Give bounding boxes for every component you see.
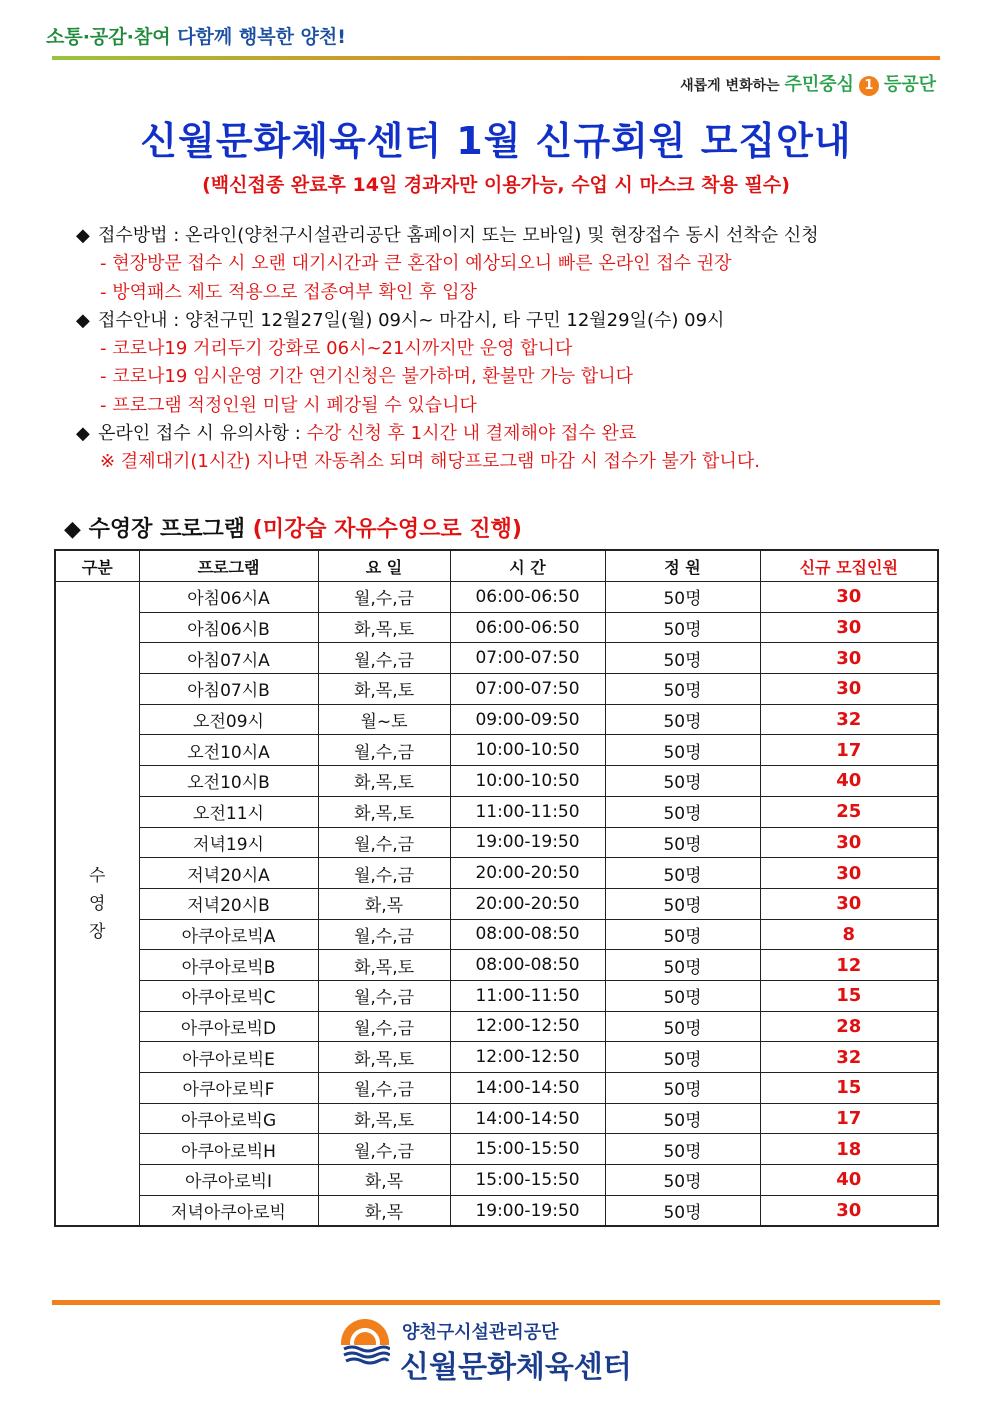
time-cell: 20:00-20:50 [450,858,605,889]
capacity-cell: 50명 [605,1042,760,1073]
footer-org-name: 양천구시설관리공단 [402,1322,559,1343]
time-cell: 12:00-12:50 [450,1011,605,1042]
header-program: 프로그램 [139,550,318,582]
new-count-cell: 8 [760,919,938,950]
table-row [55,888,938,919]
program-cell: 아침07시A [139,643,318,674]
program-cell: 아쿠아로빅H [139,1134,318,1165]
header-days: 요 일 [318,550,450,582]
header-time: 시 간 [450,550,605,582]
days-cell: 월,수,금 [318,827,450,858]
table-row [55,1073,938,1104]
days-cell: 월,수,금 [318,1134,450,1165]
header-divider [52,56,940,60]
program-cell: 아쿠아로빅D [139,1011,318,1042]
page-subtitle: (백신접종 완료후 14일 경과자만 이용가능, 수업 시 마스크 착용 필수) [202,174,790,196]
tagline [680,70,936,96]
capacity-cell: 50명 [605,1195,760,1226]
table-row [55,766,938,797]
table-row [55,827,938,858]
info-text-8a: 온라인 접수 시 유의사항 : [98,423,307,445]
time-cell: 07:00-07:50 [450,643,605,674]
new-count-cell: 28 [760,1011,938,1042]
capacity-cell: 50명 [605,643,760,674]
table-row [55,1195,938,1226]
time-cell: 19:00-19:50 [450,827,605,858]
table-row [55,1103,938,1134]
info-line-3: - 방역패스 제도 적용으로 접종여부 확인 후 입장 [100,281,477,303]
time-cell: 11:00-11:50 [450,980,605,1011]
days-cell: 월,수,금 [318,1011,450,1042]
new-count-cell: 30 [760,674,938,705]
table-row [55,796,938,827]
days-cell: 화,목,토 [318,612,450,643]
info-line-8 [76,420,946,448]
new-count-cell: 30 [760,888,938,919]
days-cell: 화,목,토 [318,674,450,705]
section-note: (미강습 자유수영으로 진행) [252,517,522,542]
new-count-cell: 30 [760,827,938,858]
footer-center-name: 신월문화체육센터 [400,1350,632,1385]
category-char: 수 [89,865,106,886]
capacity-cell: 50명 [605,1134,760,1165]
capacity-cell: 50명 [605,1011,760,1042]
info-line-4 [76,307,946,335]
program-cell: 아쿠아로빅B [139,950,318,981]
table-row [55,1042,938,1073]
time-cell: 08:00-08:50 [450,919,605,950]
category-char: 영 [89,893,106,914]
time-cell: 14:00-14:50 [450,1073,605,1104]
header-capacity: 정 원 [605,550,760,582]
time-cell: 06:00-06:50 [450,612,605,643]
days-cell: 화,목,토 [318,1042,450,1073]
section-title-text: 수영장 프로그램 [88,517,253,542]
header-category: 구분 [55,550,139,582]
header-new-count: 신규 모집인원 [760,550,938,582]
program-cell: 저녁20시B [139,888,318,919]
category-cell [55,582,139,1227]
days-cell: 화,목 [318,1195,450,1226]
program-cell: 아쿠아로빅I [139,1165,318,1196]
info-line-1 [76,222,946,250]
new-count-cell: 32 [760,704,938,735]
days-cell: 월,수,금 [318,980,450,1011]
capacity-cell: 50명 [605,674,760,705]
time-cell: 12:00-12:50 [450,1042,605,1073]
program-cell: 오전10시B [139,766,318,797]
new-count-cell: 30 [760,643,938,674]
info-line-9: ※ 결제대기(1시간) 지나면 자동취소 되며 해당프로그램 마감 시 접수가 불가 합니다. [100,451,760,473]
time-cell: 08:00-08:50 [450,950,605,981]
time-cell: 19:00-19:50 [450,1195,605,1226]
page-title: 신월문화체육센터 1월 신규회원 모집안내 [140,119,852,163]
days-cell: 화,목 [318,888,450,919]
new-count-cell: 17 [760,1103,938,1134]
new-count-cell: 15 [760,1073,938,1104]
program-cell: 아쿠아로빅A [139,919,318,950]
slogan [46,22,346,49]
info-text-4: 접수안내 : 양천구민 12월27일(월) 09시~ 마감시, 타 구민 12월29일(수) 09시 [98,309,725,331]
info-text-1: 접수방법 : 온라인(양천구시설관리공단 홈페이지 또는 모바일) 및 현장접수 동시 선착순 신청 [98,225,819,246]
capacity-cell: 50명 [605,858,760,889]
new-count-cell: 30 [760,612,938,643]
days-cell: 월~토 [318,704,450,735]
capacity-cell: 50명 [605,950,760,981]
category-char: 장 [89,921,106,942]
days-cell: 월,수,금 [318,735,450,766]
capacity-cell: 50명 [605,612,760,643]
table-row [55,858,938,889]
table-row [55,1134,938,1165]
new-count-cell: 25 [760,796,938,827]
capacity-cell: 50명 [605,796,760,827]
days-cell: 월,수,금 [318,858,450,889]
diamond-bullet-icon: ◆ [76,423,90,445]
capacity-cell: 50명 [605,766,760,797]
capacity-cell: 50명 [605,827,760,858]
info-line-6: - 코로나19 임시운영 기간 연기신청은 불가하며, 환불만 가능 합니다 [100,366,633,388]
info-line-5: - 코로나19 거리두기 강화로 06시~21시까지만 운영 합니다 [100,338,573,360]
program-cell: 아쿠아로빅C [139,980,318,1011]
new-count-cell: 40 [760,766,938,797]
time-cell: 14:00-14:50 [450,1103,605,1134]
time-cell: 11:00-11:50 [450,796,605,827]
table-row [55,704,938,735]
new-count-cell: 30 [760,1195,938,1226]
program-cell: 오전11시 [139,796,318,827]
table-row [55,612,938,643]
table-row [55,950,938,981]
footer-divider [52,1300,940,1305]
days-cell: 화,목 [318,1165,450,1196]
info-line-2: - 현장방문 접수 시 오랜 대기시간과 큰 혼잡이 예상되오니 빠른 온라인 접수 권장 [100,253,732,275]
capacity-cell: 50명 [605,1103,760,1134]
new-count-cell: 32 [760,1042,938,1073]
program-cell: 오전09시 [139,704,318,735]
days-cell: 월,수,금 [318,582,450,613]
new-count-cell: 17 [760,735,938,766]
program-cell: 아쿠아로빅G [139,1103,318,1134]
time-cell: 15:00-15:50 [450,1134,605,1165]
tagline-part-b: 주민중심 [784,74,855,95]
center-logo-icon [340,1318,390,1368]
capacity-cell: 50명 [605,1073,760,1104]
program-cell: 아침06시A [139,582,318,613]
days-cell: 화,목,토 [318,1103,450,1134]
capacity-cell: 50명 [605,1165,760,1196]
table-row [55,919,938,950]
time-cell: 20:00-20:50 [450,888,605,919]
table-row [55,980,938,1011]
program-cell: 아쿠아로빅F [139,1073,318,1104]
days-cell: 월,수,금 [318,919,450,950]
capacity-cell: 50명 [605,919,760,950]
info-line-7: - 프로그램 적정인원 미달 시 폐강될 수 있습니다 [100,394,477,416]
days-cell: 월,수,금 [318,643,450,674]
diamond-bullet-icon: ◆ [64,517,89,542]
info-text-8b: 수강 신청 후 1시간 내 결제해야 접수 완료 [306,423,637,445]
time-cell: 07:00-07:50 [450,674,605,705]
table-body [55,582,938,1227]
time-cell: 06:00-06:50 [450,582,605,613]
slogan-part-b: 다함께 행복한 양천! [177,26,346,48]
program-table [54,549,939,1227]
table-row [55,643,938,674]
tagline-number-badge: 1 [859,76,879,96]
capacity-cell: 50명 [605,888,760,919]
table-header-row [55,550,938,582]
diamond-bullet-icon: ◆ [76,309,90,331]
new-count-cell: 12 [760,950,938,981]
days-cell: 월,수,금 [318,1073,450,1104]
days-cell: 화,목,토 [318,796,450,827]
diamond-bullet-icon: ◆ [76,225,90,246]
time-cell: 09:00-09:50 [450,704,605,735]
tagline-part-c: 등공단 [883,74,936,95]
capacity-cell: 50명 [605,980,760,1011]
days-cell: 화,목,토 [318,950,450,981]
new-count-cell: 15 [760,980,938,1011]
program-cell: 아침06시B [139,612,318,643]
program-cell: 아침07시B [139,674,318,705]
new-count-cell: 30 [760,858,938,889]
program-cell: 저녁아쿠아로빅 [139,1195,318,1226]
table-row [55,735,938,766]
info-block [76,222,946,477]
table-row [55,1165,938,1196]
table-row [55,582,938,613]
program-cell: 아쿠아로빅E [139,1042,318,1073]
section-title [64,512,522,543]
capacity-cell: 50명 [605,582,760,613]
program-cell: 저녁19시 [139,827,318,858]
table-row [55,1011,938,1042]
new-count-cell: 30 [760,582,938,613]
table-row [55,674,938,705]
time-cell: 15:00-15:50 [450,1165,605,1196]
tagline-part-a: 새롭게 변화하는 [680,78,780,94]
time-cell: 10:00-10:50 [450,766,605,797]
capacity-cell: 50명 [605,735,760,766]
program-cell: 오전10시A [139,735,318,766]
slogan-part-a: 소통·공감·참여 [46,26,171,48]
days-cell: 화,목,토 [318,766,450,797]
new-count-cell: 40 [760,1165,938,1196]
program-cell: 저녁20시A [139,858,318,889]
capacity-cell: 50명 [605,704,760,735]
new-count-cell: 18 [760,1134,938,1165]
time-cell: 10:00-10:50 [450,735,605,766]
